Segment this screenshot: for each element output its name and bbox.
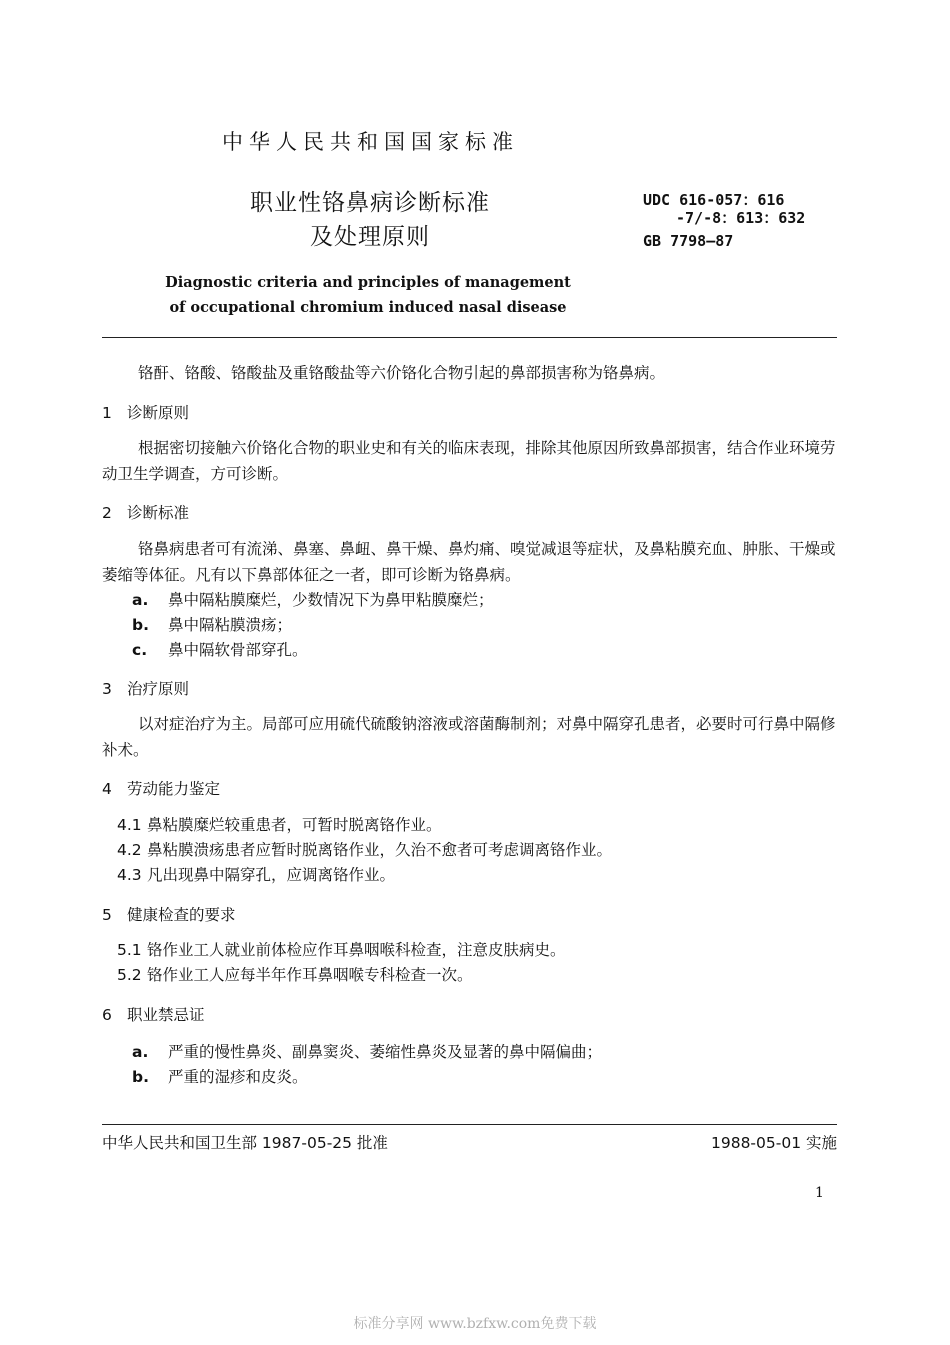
section-title: 职业禁忌证	[127, 1006, 205, 1024]
section-3-paragraph: 以对症治疗为主。局部可应用硫代硫酸钠溶液或溶菌酶制剂；对鼻中隔穿孔患者，必要时可行鼻中隔修补术。	[102, 715, 836, 759]
list-item-label: a.	[132, 591, 149, 609]
list-item-label: a.	[132, 1043, 149, 1061]
list-item-text: 铬作业工人就业前体检应作耳鼻咽喉科检查，注意皮肤病史。	[147, 941, 566, 959]
watermark: 标准分享网 www.bzfxw.com免费下载	[353, 1316, 597, 1332]
intro-paragraph: 铬酐、铬酸、铬酸盐及重铬酸盐等六价铬化合物引起的鼻部损害称为铬鼻病。	[138, 364, 666, 382]
section-heading-6	[102, 1003, 205, 1025]
page-number: 1	[815, 1185, 824, 1201]
section-heading-3	[102, 677, 189, 699]
section-number: 5	[102, 906, 112, 924]
footer-divider	[102, 1124, 837, 1125]
list-item	[117, 838, 612, 860]
section-1-paragraph: 根据密切接触六价铬化合物的职业史和有关的临床表现，排除其他原因所致鼻部损害，结合作业环境劳动卫生学调查，方可诊断。	[102, 439, 836, 483]
section-title: 健康检查的要求	[127, 906, 236, 924]
list-item	[117, 963, 473, 985]
title-cn-line-1: 职业性铬鼻病诊断标准	[250, 190, 490, 216]
list-item-label: c.	[132, 641, 148, 659]
document-title-cn	[120, 186, 620, 254]
list-item-label: 4.1	[117, 816, 142, 834]
title-en-line-2: of occupational chromium induced nasal disease	[169, 299, 567, 316]
section-number: 6	[102, 1006, 112, 1024]
list-item-text: 鼻中隔软骨部穿孔。	[168, 641, 308, 659]
section-number: 1	[102, 404, 112, 422]
title-cn-line-2: 及处理原则	[310, 224, 430, 250]
effective-date: 1988-05-01 实施	[710, 1134, 837, 1152]
section-title: 诊断标准	[127, 504, 190, 522]
list-item-text: 严重的慢性鼻炎、副鼻窦炎、萎缩性鼻炎及显著的鼻中隔偏曲；	[168, 1043, 603, 1061]
list-item-label: b.	[132, 616, 149, 634]
section-heading-5	[102, 903, 236, 925]
list-item-text: 严重的湿疹和皮炎。	[168, 1068, 308, 1086]
section-title: 劳动能力鉴定	[127, 780, 221, 798]
udc-line-1: UDC 616-057：616	[643, 191, 785, 209]
list-item	[117, 938, 566, 960]
list-item	[132, 1040, 602, 1062]
list-item	[132, 638, 308, 660]
section-number: 4	[102, 780, 112, 798]
section-heading-4	[102, 777, 220, 799]
gb-number: GB 7798—87	[643, 232, 734, 250]
udc-code	[643, 191, 805, 227]
list-item-text: 鼻中隔粘膜糜烂，少数情况下为鼻甲粘膜糜烂；	[168, 591, 494, 609]
title-en-line-1: Diagnostic criteria and principles of management	[165, 274, 571, 291]
list-item	[132, 588, 494, 610]
list-item-label: 4.2	[117, 841, 142, 859]
list-item	[132, 613, 292, 635]
section-2-paragraph: 铬鼻病患者可有流涕、鼻塞、鼻衄、鼻干燥、鼻灼痛、嗅觉减退等症状，及鼻粘膜充血、肿胀、干燥或萎缩等体征。凡有以下鼻部体征之一者，即可诊断为铬鼻病。	[102, 540, 836, 584]
section-number: 2	[102, 504, 112, 522]
section-heading-2	[102, 501, 189, 523]
list-item-label: 4.3	[117, 866, 142, 884]
approval-statement: 中华人民共和国卫生部 1987-05-25 批准	[102, 1134, 388, 1152]
list-item-label: 5.2	[117, 966, 142, 984]
list-item-label: b.	[132, 1068, 149, 1086]
list-item-text: 凡出现鼻中隔穿孔，应调离铬作业。	[147, 866, 396, 884]
list-item-label: 5.1	[117, 941, 142, 959]
section-number: 3	[102, 680, 112, 698]
section-heading-1	[102, 401, 189, 423]
section-title: 诊断原则	[127, 404, 190, 422]
list-item-text: 鼻中隔粘膜溃疡；	[168, 616, 293, 634]
document-title-en	[118, 270, 618, 320]
list-item	[132, 1065, 308, 1087]
list-item-text: 鼻粘膜溃疡患者应暂时脱离铬作业，久治不愈者可考虑调离铬作业。	[147, 841, 613, 859]
list-item	[117, 813, 442, 835]
header-divider	[102, 337, 837, 338]
standard-org-title: 中华人民共和国国家标准	[222, 130, 519, 154]
list-item-text: 鼻粘膜糜烂较重患者，可暂时脱离铬作业。	[147, 816, 442, 834]
list-item-text: 铬作业工人应每半年作耳鼻咽喉专科检查一次。	[147, 966, 473, 984]
section-title: 治疗原则	[127, 680, 190, 698]
list-item	[117, 863, 395, 885]
udc-line-2: -7/-8：613：632	[676, 209, 806, 227]
